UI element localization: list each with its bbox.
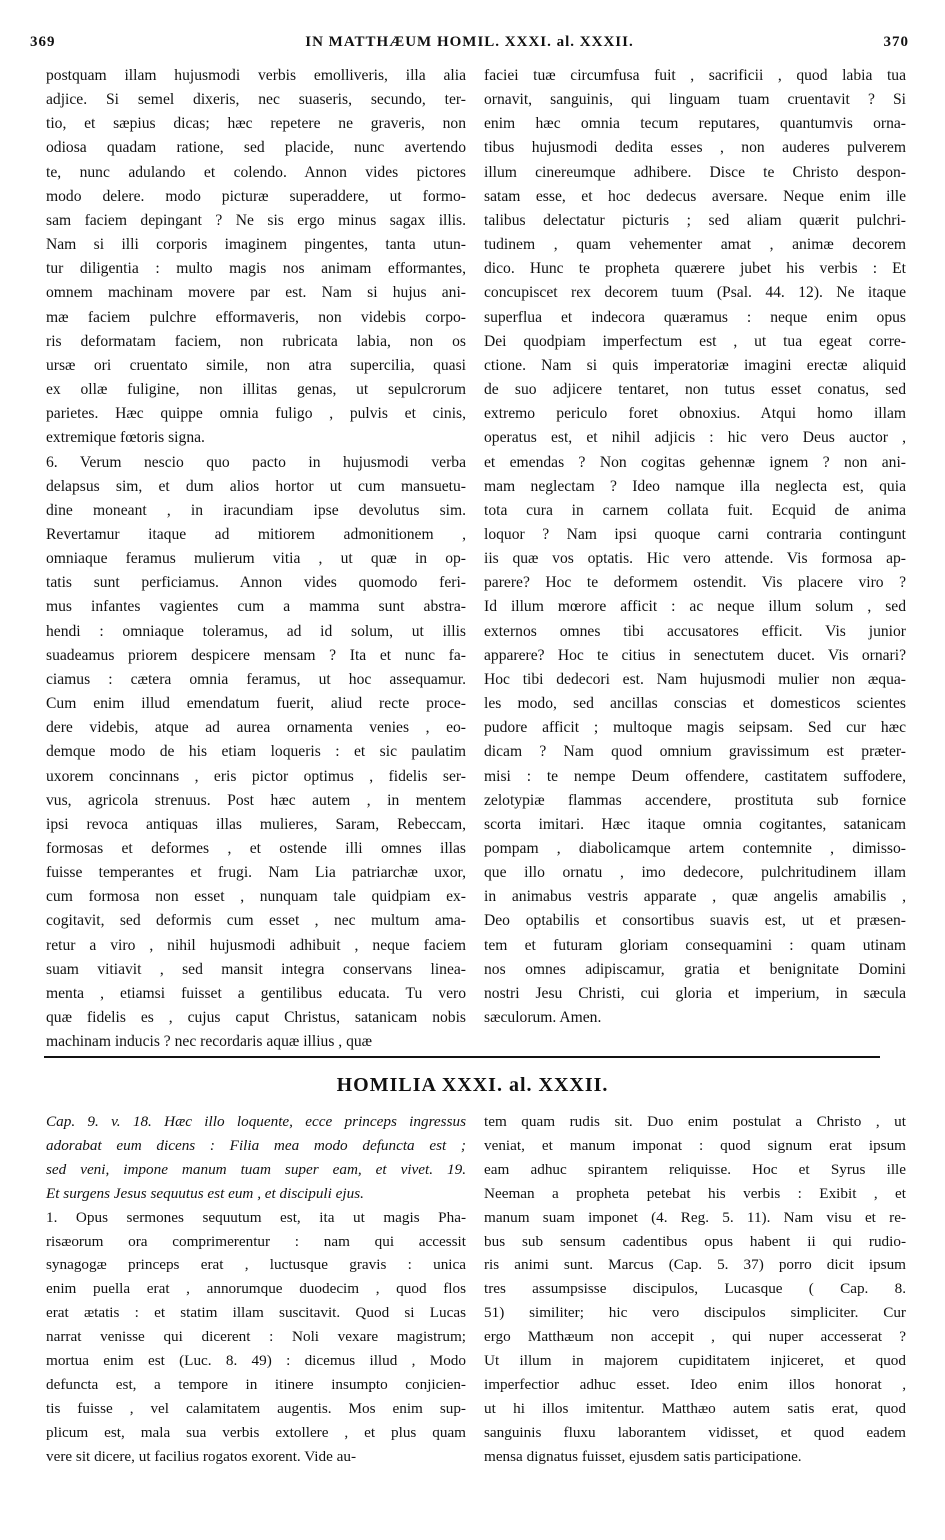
text-line: sæculorum. Amen. [484, 1009, 602, 1027]
text-line: mæ faciem pulchre efformaveris, non videbis corpo- [46, 308, 466, 326]
text-line: scorta imitari. Hæc itaque omnia cogitantes, satanicam [484, 815, 906, 833]
text-line: bus sub sensum cadentibus opus habent ii qui rudio- [484, 1232, 906, 1250]
text-line: mensa dignatus fuisset, ejusdem satis participatione. [484, 1447, 802, 1465]
text-line: modo delere. modo picturæ superaddere, ut formo- [46, 187, 466, 205]
text-line: synagogæ princeps erat , luctusque gravis : unica [46, 1256, 466, 1274]
text-line: parietes. Hæc quippe omnia fuligo , pulvis et cinis, [46, 405, 466, 423]
text-line: veniat, et manum imponat : quod signum erat ipsum [484, 1136, 906, 1154]
text-line: vus, agricola strenuus. Post hæc autem , in mentem [46, 791, 466, 809]
text-column-upper-left [46, 64, 466, 1054]
text-line: narrat venisse qui dicerent : Noli vexare magistrum; [46, 1328, 466, 1346]
text-line: tem quam rudis sit. Duo enim postulat a Christo , ut [484, 1113, 906, 1130]
text-line: Deo optabilis et consortibus suavis est, ut et præsen- [484, 912, 906, 930]
text-line: dine moneant , in iracundiam ipse devolutus sim. [46, 501, 466, 519]
homily-title: HOMILIA XXXI. al. XXXII. [336, 1074, 609, 1096]
text-column-lower-right [484, 1110, 906, 1469]
text-line: externos omnes tibi accusatores efficit. Vis junior [484, 622, 906, 640]
text-line: talibus delectatur picturis ; sed aliam quærit pulchri- [484, 211, 906, 229]
text-line: suam vitiavit , sed mansit integra conservans linea- [46, 960, 466, 978]
text-line: 6. Verum nescio quo pacto in hujusmodi verba [46, 453, 466, 471]
text-line: delapsus sim, et dum alios hortor ut cum mansuetu- [46, 477, 466, 495]
text-line: mus infantes vagientes cum a mamma sunt abstra- [46, 598, 466, 616]
text-line: extremo periculo foret obnoxius. Atqui homo illam [484, 405, 906, 423]
text-line: te, nunc adulando et colendo. Annon vides pictores [46, 163, 466, 181]
text-line: fuisse temperantes et frugi. Nam Lia patriarchæ uxor, [46, 864, 466, 882]
text-line: sed veni, impone manum tuam super eam, et vivet. 19. [46, 1160, 466, 1178]
text-line: zelotypiæ flammas accendere, prostituta sub fornice [484, 791, 906, 809]
text-line: tem et futuram gloriam consequamini : quam utinam [484, 936, 906, 954]
text-line: loquor ? Nam ipsi quoque carni contraria contingunt [484, 525, 906, 543]
text-line: dicam ? Nam quod omnium gravissimum est præter- [484, 743, 906, 761]
text-line: postquam illam hujusmodi verbis emolliveris, illa alia [46, 67, 466, 84]
text-line: retur a viro , nihil hujusmodi adhibuit , neque faciem [46, 936, 466, 954]
text-line: suadeamus priorem despicere mensam ? Ita et nunc fa- [46, 646, 466, 664]
text-line: ris deformatam faciem, non rubricata labia, non os [46, 332, 466, 350]
text-line: plicum est, mala sua verbis extollere , et plus quam [46, 1423, 466, 1441]
text-line: ex ollæ fuligine, non illitas genas, ut sepulcrorum [46, 381, 466, 399]
text-line: ctione. Nam si quis imperatoriæ imagini erectæ aliquid [484, 356, 906, 374]
text-line: dere videbis, atque ad aurea ornamenta venies , eo- [46, 719, 466, 737]
text-line: illum cinereumque adhibere. Disce te Christo despon- [484, 163, 906, 181]
text-line: apparere? Hoc te citius in senectutem ducet. Vis ornari? [484, 646, 906, 664]
text-line: dico. Hunc te propheta quærere jubet his verbis : Et [484, 260, 906, 278]
text-line: pudore afficit ; multoque magis seipsam. Sed cur hæc [484, 719, 906, 737]
text-line: faciei tuæ circumfusa fuit , sacrificii , quod labia tua [484, 67, 906, 84]
text-line: nos omnes adipiscamur, gratia et benignitate Domini [484, 960, 906, 978]
running-title: IN MATTHÆUM HOMIL. XXXI. al. XXXII. [305, 34, 634, 50]
text-line: misi : te nempe Deum offendere, castitatem suffodere, [484, 767, 906, 785]
text-line: parere? Hoc te deformem ostendit. Vis placere viro ? [484, 574, 906, 592]
text-line: Cap. 9. v. 18. Hæc illo loquente, ecce princeps ingressus [46, 1113, 466, 1130]
text-line: quæ fidelis es , cujus caput Christus, satanicam nobis [46, 1009, 466, 1027]
text-line: Dei quodpiam imperfectum est , ut tua egeat corre- [484, 332, 906, 350]
section-divider [44, 1056, 880, 1058]
text-line: adorabat eum dicens : Filia mea modo defuncta est ; [46, 1136, 466, 1154]
text-line: ipsi revoca antiquas illas mulieres, Saram, Rebeccam, [46, 815, 466, 833]
text-line: Ut illum in majorem cupiditatem injiceret, et quod [484, 1352, 906, 1370]
text-line: mortua enim est (Luc. 8. 49) : dicemus illud , Modo [46, 1352, 466, 1370]
text-line: tis fuisse , vel calamitatem augentis. Mos enim sup- [46, 1399, 466, 1417]
text-line: imperfectior adhuc esset. Ideo enim illos honorat , [484, 1375, 906, 1393]
text-line: tatis sunt perficiamus. Annon vides quomodo feri- [46, 574, 466, 592]
text-line: ornavit, sanguinis, qui linguam tuam cruentavit ? Si [484, 91, 906, 109]
text-line: nostri Jesu Christi, cui gloria et imperium, in sæcula [484, 984, 906, 1002]
text-column-lower-left [46, 1110, 466, 1469]
text-line: eam adhuc spirantem reliquisse. Hoc et Syrus ille [484, 1160, 906, 1178]
text-line: erat ætatis : et statim illam suscitavit. Quod si Lucas [46, 1304, 466, 1322]
text-line: ris animi sunt. Marcus (Cap. 5. 37) porro dicit ipsum [484, 1256, 906, 1274]
text-line: 51) similiter; hic vero discipulos simpliciter. Cur [484, 1304, 906, 1322]
text-line: que illo ornatu , imo dedecore, pulchritudinem illam [484, 864, 906, 882]
text-line: et emendas ? Non cogitas gehennæ ignem ? non ani- [484, 453, 906, 471]
text-line: satam esse, et hoc dedecus aversare. Neque enim ille [484, 187, 906, 205]
text-line: cum formosa non esset , nunquam tale quidpiam ex- [46, 888, 466, 906]
text-line: de suo adjicere tentaret, non tutus esset conatus, sed [484, 381, 906, 399]
text-line: concupiscet rex decorem tuum (Psal. 44. 12). Ne itaque [484, 284, 906, 302]
text-line: Id illum mœrore afficit : ac neque illum solum , sed [484, 598, 906, 616]
text-line: superflua et indecora quæramus : neque enim opus [484, 308, 906, 326]
text-line: menta , etiamsi fuisset a gentilibus educata. Tu vero [46, 984, 466, 1002]
text-line: tota cura in carnem collata fuit. Ecquid de anima [484, 501, 906, 519]
running-header [30, 34, 909, 56]
text-line: les modo, sed ancillas conscias et domesticos scientes [484, 695, 906, 713]
text-line: machinam inducis ? nec recordaris aquæ illius , quæ [46, 1033, 373, 1051]
text-line: hendi : omniaque toleramus, ad id solum, ut illis [46, 622, 466, 640]
text-line: mam neglectam ? Ideo namque illa neglecta est, quia [484, 477, 906, 495]
text-line: omniaque feramus mulierum vitia , ut quæ in op- [46, 550, 466, 568]
text-line: ursæ ori cruentato simile, non atra supercilia, quasi [46, 356, 466, 374]
text-line: enim puella erat , annorumque duodecim , quod flos [46, 1280, 466, 1298]
text-line: ciamus : cætera omnia feramus, ut hoc assequamur. [46, 670, 466, 688]
text-line: Neeman a propheta petebat his verbis : Exibit , et [484, 1184, 906, 1202]
text-line: operatus est, et nihil adjicis : hic vero Deus auctor , [484, 429, 906, 447]
text-line: formosas et deformes , et ostende illi omnes illas [46, 840, 466, 857]
text-line: Cum enim illud emendatum fuerit, aliud recte proce- [46, 695, 466, 713]
text-line: odiosa quadam ratione, sed placide, nunc avertendo [46, 139, 466, 157]
text-line: ergo Matthæum non accepit , qui nuper accesserat ? [484, 1328, 906, 1346]
text-line: tibus hujusmodi dedita esses , non auderes pulverem [484, 139, 906, 157]
text-line: omnem machinam movere par est. Nam si hujus ani- [46, 284, 466, 302]
text-line: tudinem , quam vehementer amat , animæ decorem [484, 236, 906, 254]
text-line: enim hæc omnia tecum reputares, quantumvis orna- [484, 115, 906, 133]
text-line: sam faciem depingant ? Ne sis ergo minus sagax illis. [46, 211, 466, 229]
text-line: 1. Opus sermones sequutum est, ita ut magis Pha- [46, 1208, 466, 1226]
text-line: Hoc tibi dedecori est. Nam hujusmodi mulier non æqua- [484, 670, 906, 688]
text-line: in animabus vestris apparate , quæ angelis amabilis , [484, 888, 906, 906]
text-line: pompam , diabolicamque artem contemnite , dimisso- [484, 840, 906, 857]
page-number-right: 370 [883, 34, 909, 50]
text-column-upper-right [484, 64, 906, 1030]
text-line: Revertamur itaque ad mitiorem admonitionem , [46, 525, 466, 543]
text-line: manum suam imponet (4. Reg. 5. 11). Nam visu et re- [484, 1208, 906, 1226]
text-line: cogitavit, sed deformis cum esset , nec multum ama- [46, 912, 466, 930]
text-line: risæorum ora comprimerentur : nam qui accessit [46, 1232, 466, 1250]
text-line: tres assumpsisse discipulos, Lucasque ( Cap. 8. [484, 1280, 906, 1298]
text-line: extremique fœtoris signa. [46, 429, 205, 447]
text-line: Et surgens Jesus sequutus est eum , et discipuli ejus. [46, 1184, 364, 1202]
text-line: demque modo de his etiam loqueris : et sic paulatim [46, 743, 466, 761]
text-line: tio, et sæpius dicas; hæc repetere ne graveris, non [46, 115, 466, 133]
text-line: defuncta est, a tempore in itinere insumpto conjicien- [46, 1375, 466, 1393]
text-line: iis quæ vos optatis. Hic vero attende. Vis formosa ap- [484, 550, 906, 568]
text-line: ut hi illos imitentur. Matthæo autem satis erat, quod [484, 1399, 906, 1417]
text-line: vere sit dicere, ut facilius rogatos exorent. Vide au- [46, 1447, 357, 1465]
text-line: adjice. Si semel dixeris, nec suaseris, secundo, ter- [46, 91, 466, 109]
text-line: sanguinis fluxu laborantem vidisset, et quod eadem [484, 1423, 906, 1441]
text-line: tur diligentia : multo magis nos animam efformantes, [46, 260, 466, 278]
page-number-left: 369 [30, 34, 56, 50]
text-line: Nam si illi corporis imaginem pingentes, tanta utun- [46, 236, 466, 254]
text-line: uxorem concinnans , eris pictor optimus , fidelis ser- [46, 767, 466, 785]
